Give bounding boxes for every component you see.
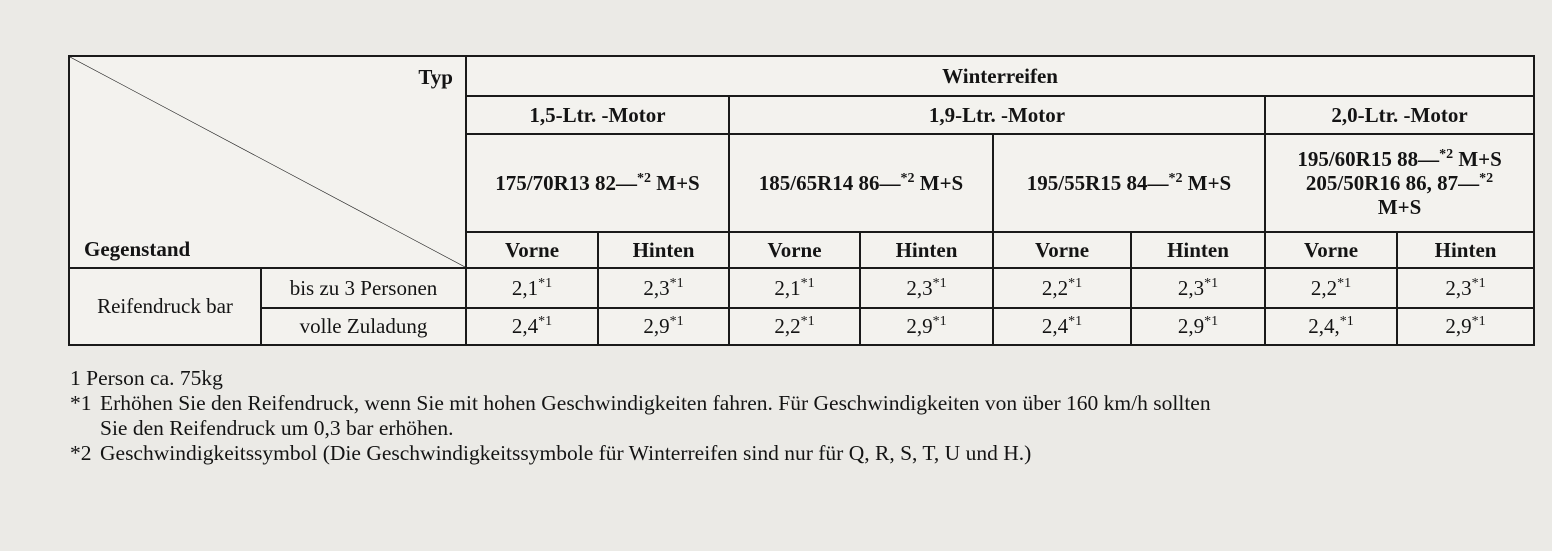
tire-size-175-70r13: 175/70R13 82—$^{*2}$ M+S <box>466 134 729 232</box>
position-vorne: Vorne <box>466 232 598 268</box>
pressure-cell: 2,9$^{*1}$ <box>1131 308 1265 345</box>
pressure-cell: 2,1$^{*1}$ <box>466 268 598 308</box>
tire-size-205-50r16: 205/50R16 86, 87—$^{*2}$ <box>1305 170 1494 195</box>
tire-size-195-60r15: 195/60R15 88—$^{*2}$ M+S <box>1297 146 1502 171</box>
footnote-1 <box>70 391 1540 416</box>
footnotes <box>70 366 1540 466</box>
pressure-cell: 2,9$^{*1}$ <box>598 308 729 345</box>
pressure-cell: 2,3$^{*1}$ <box>860 268 993 308</box>
pressure-cell: 2,3$^{*1}$ <box>1131 268 1265 308</box>
engine-1-5-header: 1,5-Ltr. -Motor <box>466 96 729 134</box>
diagonal-divider <box>70 57 465 267</box>
pressure-cell: 2,9$^{*1}$ <box>1397 308 1534 345</box>
pressure-cell: 2,4$^{*1}$ <box>466 308 598 345</box>
pressure-cell: 2,4,$^{*1}$ <box>1265 308 1397 345</box>
typ-label: Typ <box>418 65 453 89</box>
engine-2-0-header: 2,0-Ltr. -Motor <box>1265 96 1534 134</box>
pressure-cell: 2,2$^{*1}$ <box>729 308 860 345</box>
footnote-2-text: Geschwindigkeitssymbol (Die Geschwindigkeitssymbole für Winterreifen sind nur für Q, R, S, T, U und H.) <box>100 441 1032 465</box>
position-vorne: Vorne <box>993 232 1131 268</box>
footnote-1-continuation: Sie den Reifendruck um 0,3 bar erhöhen. <box>100 416 454 440</box>
pressure-cell: 2,2$^{*1}$ <box>1265 268 1397 308</box>
footnote-2-mark: *2 <box>70 441 92 465</box>
reifendruck-label: Reifendruck bar <box>69 268 261 345</box>
tire-size-2-0-options <box>1265 134 1534 232</box>
pressure-cell: 2,1$^{*1}$ <box>729 268 860 308</box>
position-vorne: Vorne <box>1265 232 1397 268</box>
tire-size-195-55r15: 195/55R15 84—$^{*2}$ M+S <box>993 134 1265 232</box>
position-hinten: Hinten <box>1131 232 1265 268</box>
pressure-cell: 2,3$^{*1}$ <box>598 268 729 308</box>
table-row <box>69 268 1534 308</box>
row-label-volle-zuladung: volle Zuladung <box>261 308 466 345</box>
position-hinten: Hinten <box>1397 232 1534 268</box>
winterreifen-header: Winterreifen <box>466 56 1534 96</box>
pressure-cell: 2,2$^{*1}$ <box>993 268 1131 308</box>
pressure-cell: 2,3$^{*1}$ <box>1397 268 1534 308</box>
position-hinten: Hinten <box>860 232 993 268</box>
table-row <box>69 308 1534 345</box>
header-row-winterreifen <box>69 56 1534 96</box>
position-vorne: Vorne <box>729 232 860 268</box>
pressure-cell: 2,9$^{*1}$ <box>860 308 993 345</box>
footnote-1-mark: *1 <box>70 391 92 415</box>
engine-1-9-header: 1,9-Ltr. -Motor <box>729 96 1265 134</box>
footnote-person-weight: 1 Person ca. 75kg <box>70 366 223 390</box>
tire-size-ms-suffix: M+S <box>1377 195 1422 220</box>
corner-cell <box>69 56 466 268</box>
gegenstand-label: Gegenstand <box>84 236 191 261</box>
pressure-cell: 2,4$^{*1}$ <box>993 308 1131 345</box>
footnote-1-text: Erhöhen Sie den Reifendruck, wenn Sie mit hohen Geschwindigkeiten fahren. Für Geschwindigkeiten von über 160 km/h sollten <box>100 391 1211 415</box>
tire-size-185-65r14: 185/65R14 86—$^{*2}$ M+S <box>729 134 993 232</box>
tire-pressure-table <box>68 55 1535 346</box>
footnote-2 <box>70 441 1540 466</box>
row-label-bis-zu-3-personen: bis zu 3 Personen <box>261 268 466 308</box>
position-hinten: Hinten <box>598 232 729 268</box>
